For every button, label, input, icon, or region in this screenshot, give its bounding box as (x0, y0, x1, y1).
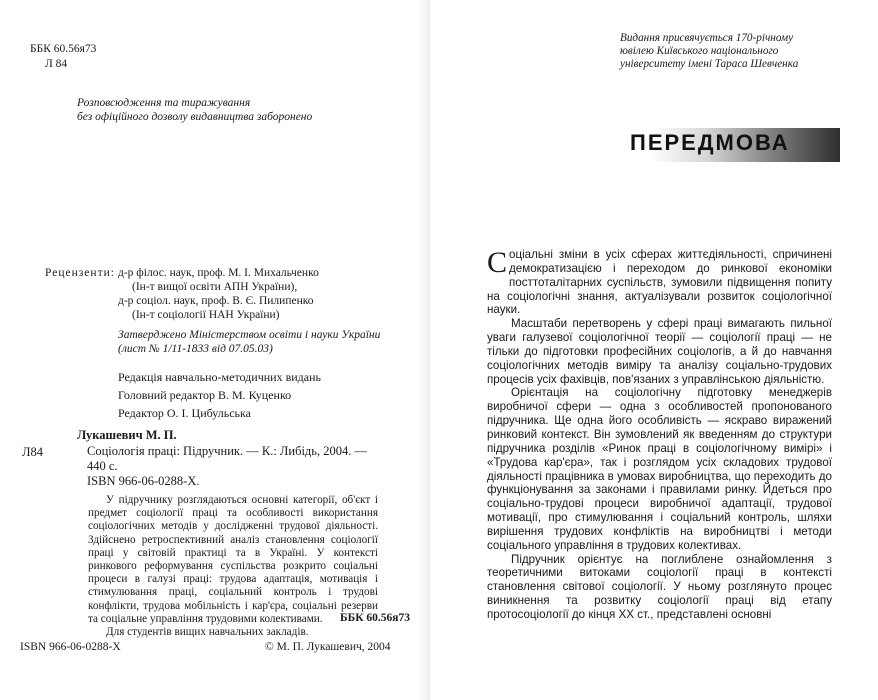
editor-line: Головний редактор В. М. Куценко (118, 388, 292, 402)
catalog-entry (77, 444, 407, 489)
notice-line: Розповсюдження та тиражування (77, 97, 251, 109)
catalog-code: Л84 (22, 445, 43, 459)
editor-line: Редактор О. І. Цибульська (118, 406, 251, 420)
paragraph: Масштаби перетворень у сфері праці вимагають пильної уваги галузевої соціологічної теорії — соціології праці — не тільки до підготовки професійних соціологів, а й до навчання соціологічних методів виміру та аналізу соціально-трудових процесів усіх фахівців, пов'язаних з управлінською діяльністю. (487, 317, 832, 386)
annotation-text: У підручнику розглядаються основні категорії, об'єкт і предмет соціології праці та особливості використання соціологічних методів у дослідженні трудової діяльності. Здійснено ретроспективний аналіз становлення соціології праці у світовій практиці та в Україні. У контексті ринкового реформування суспільства розкрито соціальні процеси в галузі праці: трудова адаптація, мотивація і стимулювання праці, соціальний контроль і трудові конфлікти, трудова мобільність і кар'єра, соціальні резерви та соціальне управління трудовими колективами. (88, 494, 378, 625)
dedication-line: Видання присвячується 170-річному (620, 32, 794, 44)
editor-line: Редакція навчально-методичних видань (118, 370, 322, 384)
audience-text: Для студентів вищих навчальних закладів. (106, 626, 309, 639)
dedication-line: ювілею Київського національного (620, 45, 779, 58)
left-page (0, 0, 430, 700)
catalog-letter-code: Л 84 (45, 58, 68, 70)
editorial-staff (118, 368, 418, 422)
approval-note (118, 328, 418, 356)
bbk-bottom: ББК 60.56я73 (340, 612, 411, 624)
distribution-notice (77, 96, 397, 124)
dedication (620, 32, 860, 72)
approval-line: Затверджено Міністерством освіти і науки України (118, 329, 381, 341)
reviewers-list (118, 266, 418, 322)
paragraph: Підручник орієнтує на поглиблене ознайомлення з теоретичними витоками соціології праці в контексті становлення світової соціології. У ньому розглянуто процес виникнення та розвитку соціології праці від етапу протосоціології до кінця XX ст., представлені основні (487, 552, 832, 621)
approval-line: (лист № 1/11-1833 від 07.05.03) (118, 343, 273, 355)
reviewer-line: (Ін-т вищої освіти АПН України), (132, 281, 298, 293)
bbk-code: ББК 60.56я73 (30, 43, 97, 55)
reviewers-label: Рецензенти: (45, 267, 115, 279)
right-page (430, 0, 878, 700)
catalog-line: Соціологія праці: Підручник. — К.: Либідь, 2004. — (87, 444, 367, 458)
reviewer-line: (Ін-т соціології НАН України) (132, 309, 280, 321)
catalog-line: 440 с. (87, 459, 118, 473)
chapter-heading: ПЕРЕДМОВА (630, 130, 790, 155)
reviewer-line: д-р соціол. наук, проф. В. Є. Пилипенко (118, 295, 314, 307)
notice-line: без офіційного дозволу видавництва заборонено (77, 111, 313, 123)
reviewer-line: д-р філос. наук, проф. М. І. Михальченко (118, 267, 319, 279)
copyright: © М. П. Лукашевич, 2004 (265, 641, 391, 653)
catalog-line: ISBN 966-06-0288-Х. (87, 474, 200, 488)
drop-cap: С (487, 246, 508, 279)
foreword-body (487, 248, 832, 622)
isbn: ISBN 966-06-0288-Х (20, 641, 121, 653)
annotation (88, 494, 378, 639)
dedication-line: університету імені Тараса Шевченка (620, 58, 799, 71)
paragraph: Орієнтація на соціологічну підготовку менеджерів виробничої сфери — одна з особливостей пропонованого підручника. Ще одна його особливість — яскраво виражений ринковий контекст. Він зумовлений як введенням до структури підручника розділів «Ринок праці в соціологічному вимірі» і «Трудова кар'єра», так і розглядом усіх складових трудової діяльності працівника в умовах виробництва, що переходить до функціонування за законами і правилами ринку. Йдеться про соціально-трудові процеси виробничої адаптації, трудової мотивації, про стимулювання і соціальний контроль, шляхи вирішення трудових конфліктів на виробництві і методи соціального управління в трудових колективах. (487, 386, 832, 552)
paragraph: оціальні зміни в усіх сферах життєдіяльності, спричинені демократизацією і переходом до ринкової економіки посттоталітарних суспільств, зумовили підвищення попиту на соціологічні знання, актуалізували розвиток соціологічної науки. (487, 248, 832, 317)
author-name: Лукашевич М. П. (77, 428, 177, 442)
